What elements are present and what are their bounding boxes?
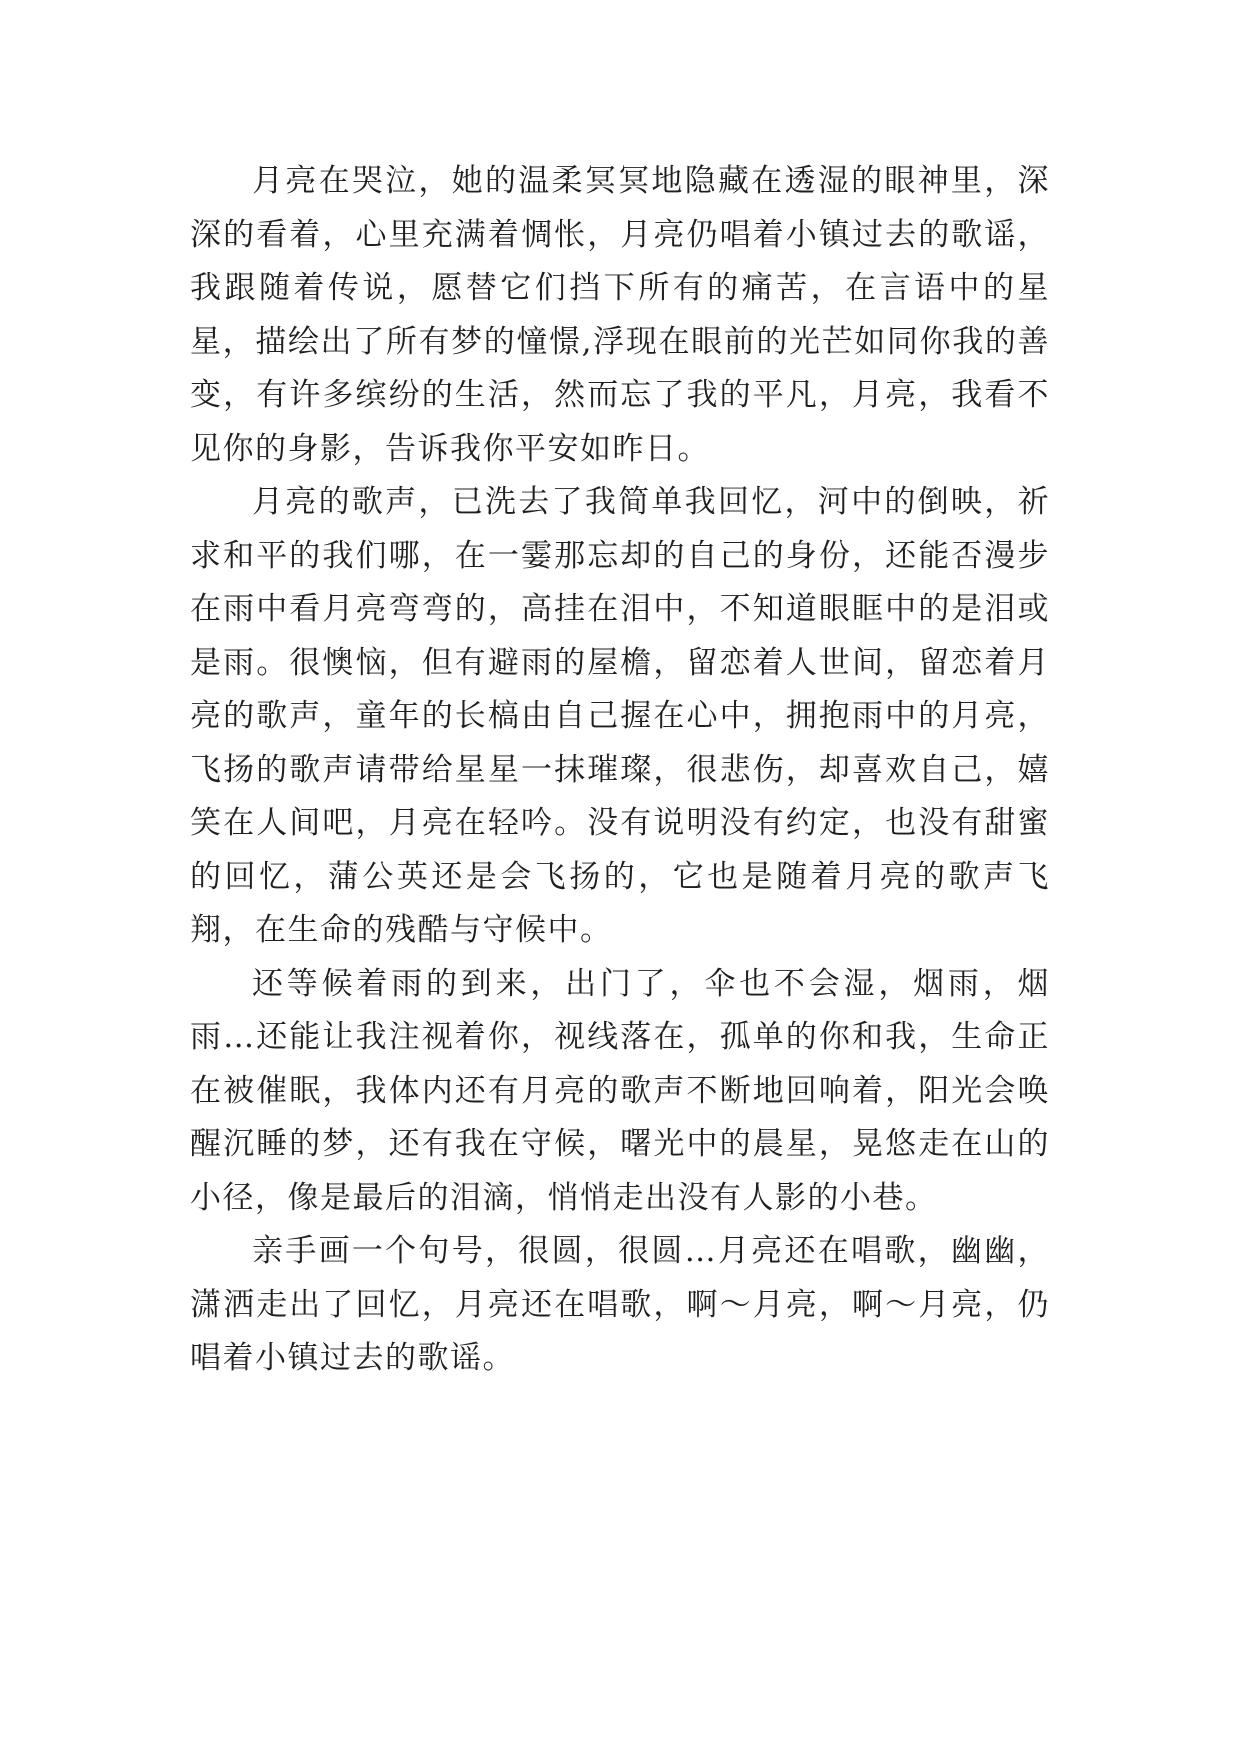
document-body <box>190 155 1050 1386</box>
paragraph-2: 月亮的歌声，已洗去了我简单我回忆，河中的倒映，祈求和平的我们哪，在一霎那忘却的自己的身份，还能否漫步在雨中看月亮弯弯的，高挂在泪中，不知道眼眶中的是泪或是雨。很懊恼，但有避雨的屋檐，留恋着人世间，留恋着月亮的歌声，童年的长槁由自己握在心中，拥抱雨中的月亮，飞扬的歌声请带给星星一抹璀璨，很悲伤，却喜欢自己，嬉笑在人间吧，月亮在轻吟。没有说明没有约定，也没有甜蜜的回忆，蒲公英还是会飞扬的，它也是随着月亮的歌声飞翔，在生命的残酷与守候中。 <box>190 484 1050 948</box>
paragraph-4: 亲手画一个句号，很圆，很圆…月亮还在唱歌，幽幽，潇洒走出了回忆，月亮还在唱歌，啊～月亮，啊～月亮，仍唱着小镇过去的歌谣。 <box>190 1233 1050 1376</box>
paragraph-1: 月亮在哭泣，她的温柔冥冥地隐藏在透湿的眼神里，深深的看着，心里充满着惆怅，月亮仍唱着小镇过去的歌谣，我跟随着传说，愿替它们挡下所有的痛苦，在言语中的星星，描绘出了所有梦的憧憬,浮现在眼前的光芒如同你我的善变，有许多缤纷的生活，然而忘了我的平凡，月亮，我看不见你的身影，告诉我你平安如昨日。 <box>190 163 1050 467</box>
paragraph-3: 还等候着雨的到来，出门了，伞也不会湿，烟雨，烟雨…还能让我注视着你，视线落在，孤单的你和我，生命正在被催眠，我体内还有月亮的歌声不断地回响着，阳光会唤醒沉睡的梦，还有我在守候，曙光中的晨星，晃悠走在山的小径，像是最后的泪滴，悄悄走出没有人影的小巷。 <box>190 965 1050 1216</box>
